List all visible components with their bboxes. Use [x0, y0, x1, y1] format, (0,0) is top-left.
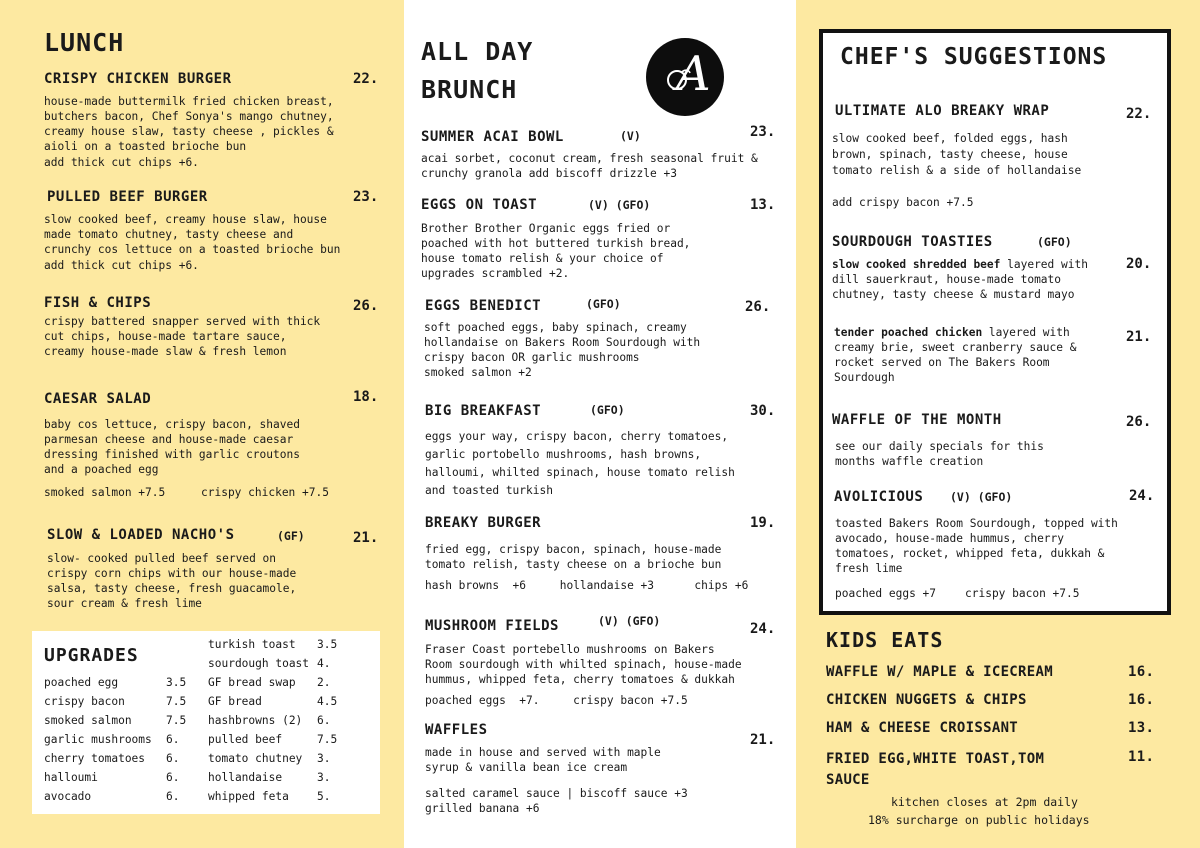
upgrade-price: 4.: [317, 657, 331, 670]
upgrade-name: sourdough toast: [208, 657, 310, 670]
kids-item-name: CHICKEN NUGGETS & CHIPS: [826, 692, 1027, 708]
menu-item-name: SLOW & LOADED NACHO'S: [47, 527, 235, 543]
menu-item-price: 26.: [745, 299, 771, 315]
dietary-tag: (GFO): [590, 403, 625, 417]
dietary-tag: (V) (GFO): [598, 614, 661, 628]
lunch-title: LUNCH: [44, 28, 125, 57]
menu-item-description-text: layered with creamy brie, sweet cranberry sauce & rocket served on The Bakers Room Sourdough: [834, 326, 1077, 384]
upgrade-name: turkish toast: [208, 638, 296, 651]
upgrade-name: hashbrowns (2): [208, 714, 303, 727]
menu-item-price: 26.: [353, 298, 379, 314]
menu-item-price: 21.: [1126, 329, 1152, 345]
menu-item-price: 24.: [750, 621, 776, 637]
menu-item-price: 30.: [750, 403, 776, 419]
kids-item-name: WAFFLE W/ MAPLE & ICECREAM: [826, 664, 1053, 680]
upgrade-price: 7.5: [317, 733, 338, 746]
dietary-tag: (V): [620, 129, 641, 143]
menu-item-addon: poached eggs +7. crispy bacon +7.5: [425, 694, 688, 707]
dietary-tag: (V) (GFO): [588, 198, 651, 212]
upgrade-name: crispy bacon: [44, 695, 125, 708]
upgrade-price: 6.: [166, 752, 180, 765]
menu-item-price: 26.: [1126, 414, 1152, 430]
kitchen-hours-note: kitchen closes at 2pm daily: [891, 795, 1078, 809]
upgrade-price: 5.: [317, 790, 331, 803]
upgrade-name: avocado: [44, 790, 92, 803]
menu-item-name: EGGS ON TOAST: [421, 197, 538, 213]
menu-item-name: WAFFLE OF THE MONTH: [832, 412, 1002, 428]
menu-item-description: baby cos lettuce, crispy bacon, shaved parmesan cheese and house-made caesar dressing finished with garlic croutons and a poached egg: [44, 418, 300, 476]
menu-item-price: 21.: [750, 732, 776, 748]
kids-item-price: 16.: [1128, 692, 1155, 708]
upgrade-price: 4.5: [317, 695, 338, 708]
menu-item-addon: add crispy bacon +7.5: [832, 196, 974, 209]
menu-item-description: fried egg, crispy bacon, spinach, house-made tomato relish, tasty cheese on a brioche bun: [425, 543, 722, 571]
menu-item-name: MUSHROOM FIELDS: [425, 618, 559, 634]
upgrades-title: UPGRADES: [44, 645, 139, 666]
upgrade-name: pulled beef: [208, 733, 283, 746]
menu-item-name: tender poached chicken: [834, 326, 983, 339]
menu-item-name: SOURDOUGH TOASTIES: [832, 234, 993, 250]
dietary-tag: (GFO): [586, 297, 621, 311]
menu-item-name: slow cooked shredded beef: [832, 258, 1001, 271]
kids-item-name: HAM & CHEESE CROISSANT: [826, 720, 1019, 736]
kids-item-price: 13.: [1128, 720, 1155, 736]
upgrade-price: 7.5: [166, 695, 187, 708]
menu-item-description: eggs your way, crispy bacon, cherry tomatoes, garlic portobello mushrooms, hash browns, halloumi, whilted spinach, house tomato relish and toasted turkish: [425, 430, 735, 497]
upgrade-name: poached egg: [44, 676, 119, 689]
menu-item-addon: crispy bacon +7.5: [965, 587, 1080, 600]
menu-item-description: slow cooked beef, creamy house slaw, house made tomato chutney, tasty cheese and crunchy cos lettuce on a toasted brioche bun: [44, 213, 341, 256]
upgrade-price: 6.: [166, 733, 180, 746]
menu-item-price: 21.: [353, 530, 379, 546]
menu-item-description: soft poached eggs, baby spinach, creamy hollandaise on Bakers Room Sourdough with crispy bacon OR garlic mushrooms smoked salmon +2: [424, 321, 701, 379]
surcharge-note: 18% surcharge on public holidays: [868, 813, 1090, 827]
cafe-logo: [646, 38, 724, 116]
dietary-tag: (GF): [277, 529, 305, 543]
upgrades-panel: [32, 631, 380, 814]
upgrade-name: GF bread: [208, 695, 262, 708]
upgrade-name: GF bread swap: [208, 676, 296, 689]
menu-item-name: CRISPY CHICKEN BURGER: [44, 71, 232, 87]
menu-item-price: 13.: [750, 197, 776, 213]
menu-item-name: BIG BREAKFAST: [425, 403, 542, 419]
menu-item-addon: poached eggs +7: [835, 587, 937, 600]
menu-item-description: crispy battered snapper served with thick cut chips, house-made tartare sauce, creamy house-made slaw & fresh lemon: [44, 315, 321, 358]
menu-item-addon: smoked salmon +7.5: [44, 486, 166, 499]
menu-item-price: 24.: [1129, 488, 1155, 504]
upgrade-price: 3.: [317, 771, 331, 784]
menu-item-description-text: layered with dill sauerkraut, house-made tomato chutney, tasty cheese & mustard mayo: [832, 258, 1088, 301]
menu-item-name: CAESAR SALAD: [44, 391, 152, 407]
upgrade-price: 6.: [317, 714, 331, 727]
upgrade-name: smoked salmon: [44, 714, 132, 727]
upgrade-price: 3.: [317, 752, 331, 765]
kids-item-price: 16.: [1128, 664, 1155, 680]
kids-item-name: FRIED EGG,WHITE TOAST,TOM SAUCE: [826, 751, 1045, 788]
dietary-tag: (GFO): [1037, 235, 1072, 249]
menu-item-description: Brother Brother Organic eggs fried or poached with hot buttered turkish bread, house tomato relish & your choice of upgrades scrambled +2.: [421, 222, 691, 280]
menu-item-description: slow- cooked pulled beef served on crispy corn chips with our house-made salsa, tasty cheese, fresh guacamole, sour cream & fresh lime: [47, 552, 297, 610]
upgrade-name: cherry tomatoes: [44, 752, 146, 765]
menu-item-name: WAFFLES: [425, 722, 488, 738]
logo-letter: A: [676, 46, 711, 102]
upgrade-price: 6.: [166, 790, 180, 803]
brunch-panel: [404, 0, 796, 848]
kids-item-price: 11.: [1128, 749, 1155, 765]
menu-item-price: 20.: [1126, 256, 1152, 272]
menu-item-price: 23.: [750, 124, 776, 140]
upgrade-price: 3.5: [317, 638, 338, 651]
menu-item-price: 18.: [353, 389, 379, 405]
menu-item-description: acai sorbet, coconut cream, fresh seasonal fruit & crunchy granola add biscoff drizzle +3: [421, 152, 758, 180]
upgrade-name: whipped feta: [208, 790, 289, 803]
upgrade-name: tomato chutney: [208, 752, 303, 765]
menu-item-description: slow cooked beef, folded eggs, hash brown, spinach, tasty cheese, house tomato relish & a side of hollandaise: [832, 132, 1082, 177]
kids-eats-title: KIDS EATS: [826, 628, 944, 652]
menu-item-addon: add thick cut chips +6.: [44, 259, 199, 272]
menu-item-description: toasted Bakers Room Sourdough, topped with avocado, house-made hummus, cherry tomatoes, rocket, whipped feta, dukkah & fresh lime: [835, 517, 1118, 575]
upgrade-name: garlic mushrooms: [44, 733, 152, 746]
menu-item-addon: add thick cut chips +6.: [44, 156, 199, 169]
menu-item-price: 19.: [750, 515, 776, 531]
upgrade-price: 3.5: [166, 676, 187, 689]
upgrade-name: halloumi: [44, 771, 98, 784]
menu-item-addon: crispy chicken +7.5: [201, 486, 329, 499]
menu-item-name: SUMMER ACAI BOWL: [421, 129, 564, 145]
menu-item-name: PULLED BEEF BURGER: [47, 189, 208, 205]
menu-item-addon: salted caramel sauce | biscoff sauce +3 grilled banana +6: [425, 787, 688, 815]
upgrade-price: 6.: [166, 771, 180, 784]
menu-item-price: 23.: [353, 189, 379, 205]
menu-item-description: made in house and served with maple syrup & vanilla bean ice cream: [425, 746, 661, 774]
menu-item-description: [834, 325, 1124, 385]
menu-item-description: Fraser Coast portebello mushrooms on Bakers Room sourdough with whilted spinach, house-made hummus, whipped feta, cherry tomatoes & dukkah: [425, 643, 742, 686]
menu-item-addon: hash browns +6 hollandaise +3 chips +6: [425, 579, 749, 592]
brunch-title: ALL DAY: [421, 37, 534, 66]
brunch-title: BRUNCH: [421, 75, 518, 104]
menu-item-name: EGGS BENEDICT: [425, 298, 542, 314]
menu-item-name: BREAKY BURGER: [425, 515, 542, 531]
menu-item-price: 22.: [1126, 106, 1152, 122]
menu-item-description: [832, 257, 1122, 302]
upgrade-name: hollandaise: [208, 771, 283, 784]
upgrade-price: 7.5: [166, 714, 187, 727]
upgrade-price: 2.: [317, 676, 331, 689]
menu-item-name: FISH & CHIPS: [44, 295, 152, 311]
menu-item-price: 22.: [353, 71, 379, 87]
menu-item-name: AVOLICIOUS: [834, 489, 924, 505]
menu-item-description: house-made buttermilk fried chicken breast, butchers bacon, Chef Sonya's mango chutney, creamy house slaw, tasty cheese , pickles & aioli on a toasted brioche bun: [44, 95, 334, 153]
menu-item-description: see our daily specials for this months waffle creation: [835, 440, 1044, 468]
chefs-suggestions-title: CHEF'S SUGGESTIONS: [840, 44, 1108, 70]
menu-item-name: ULTIMATE ALO BREAKY WRAP: [835, 103, 1050, 119]
dietary-tag: (V) (GFO): [950, 490, 1013, 504]
